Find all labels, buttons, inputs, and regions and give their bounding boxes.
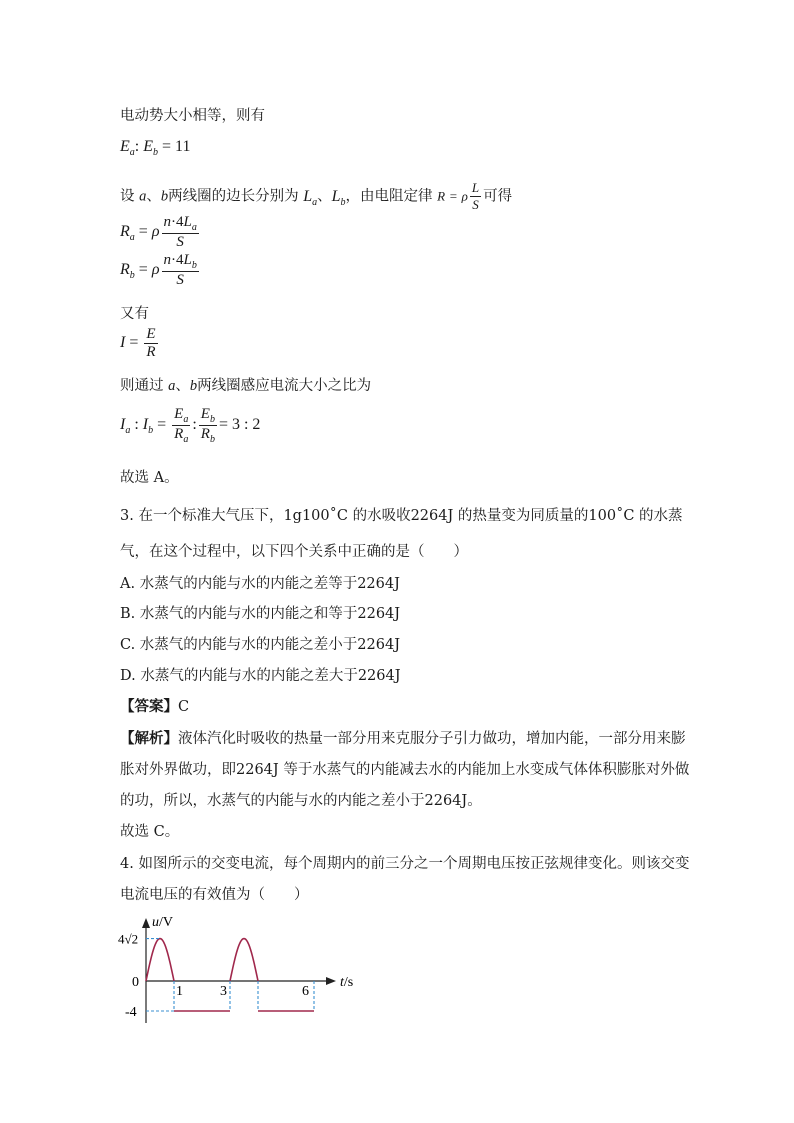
waveform-sine-segment [230,939,258,981]
x-tick-label: 3 [220,984,227,999]
equation-ra: $R_a = \rho$ $\frac{n\cdot 4L_a}{S}$ [120,214,197,250]
option-d: D. 水蒸气的内能与水的内能之差大于2264J [120,668,401,684]
question-4-stem: 电流电压的有效值为（ ） [120,887,309,903]
question-3-stem: 3. 在一个标准大气压下，1g100˚C 的水吸收2264J 的热量变为同质量的100˚C 的水蒸 [120,508,683,524]
answer [120,695,189,716]
analysis-text: 胀对外界做功，即2264J 等于水蒸气的内能减去水的内能加上水变成气体体积膨胀对外做 [120,762,690,778]
equation-current-ratio: $I_a$ : $I_b$ = $\frac{E_a}{R_a}$ : $\frac{E_b}{R_b}$ = 3 : 2 [120,406,261,445]
text: 设 [120,188,135,205]
equation-rhs: = 11 [162,138,191,155]
equation-ohm: I = $\frac{E}{R}$ [120,326,156,360]
equation-emf-ratio: $E_a$: $E_b = 11$ [120,138,191,159]
question-4-stem: 4. 如图所示的交变电流，每个周期内的前三分之一个周期电压按正弦规律变化。则该交变 [120,856,690,872]
text-line: 又有 [120,306,149,322]
question-3-stem: 气，在这个过程中，以下四个关系中正确的是（ ） [120,544,468,560]
text: 、 [146,188,161,205]
y-axis-arrow [142,918,150,928]
option-a: A. 水蒸气的内能与水的内能之差等于2264J [120,576,400,592]
equation-rb: $R_b = \rho$ $\frac{n\cdot 4L_b}{S}$ [120,252,197,288]
text: 两线圈的边长分别为 [168,188,299,205]
var-a: a [168,378,176,394]
text-line: 电动势大小相等，则有 [120,108,265,124]
option-c: C. 水蒸气的内能与水的内能之差小于2264J [120,637,401,653]
text: 、 [175,378,190,394]
var-a: a [139,188,147,205]
conclusion: 故选 A。 [120,470,179,486]
text-line: 设 a、b两线圈的边长分别为 $L_a$、$L_b$，由电阻定律 R = ρ $\frac{L}{S}$ 可得 [120,180,513,212]
option-b: B. 水蒸气的内能与水的内能之和等于2264J [120,606,401,622]
text: 则通过 [120,378,164,394]
conclusion: 故选 C。 [120,824,180,840]
var-b: b [189,378,198,394]
y-tick-label: 4√2 [118,931,139,947]
x-axis-arrow [326,977,336,985]
y-axis-label: u/V [152,915,173,930]
analysis [120,727,686,748]
x-axis-label: t/s [340,975,354,990]
y-tick-label: -4 [125,1005,137,1020]
text: ，由电阻定律 [345,188,433,205]
answer-value: C [178,699,190,715]
analysis-text: 的功，所以，水蒸气的内能与水的内能之差小于2264J。 [120,793,482,809]
text: 两线圈感应电流大小之比为 [197,378,372,394]
var-b: b [160,188,169,205]
waveform-sine-segment [146,939,174,981]
equation-rhs: = 3 : 2 [218,416,261,434]
analysis-text: 液体汽化时吸收的热量一部分用来克服分子引力做功，增加内能，一部分用来膨 [178,731,686,747]
x-tick-label: 1 [176,984,183,999]
analysis-tag: 【解析】 [120,730,178,747]
text-line [120,374,371,395]
answer-tag: 【答案】 [120,698,178,715]
text: 可得 [483,188,513,205]
y-tick-label: 0 [132,975,139,990]
x-tick-label: 6 [302,984,309,999]
